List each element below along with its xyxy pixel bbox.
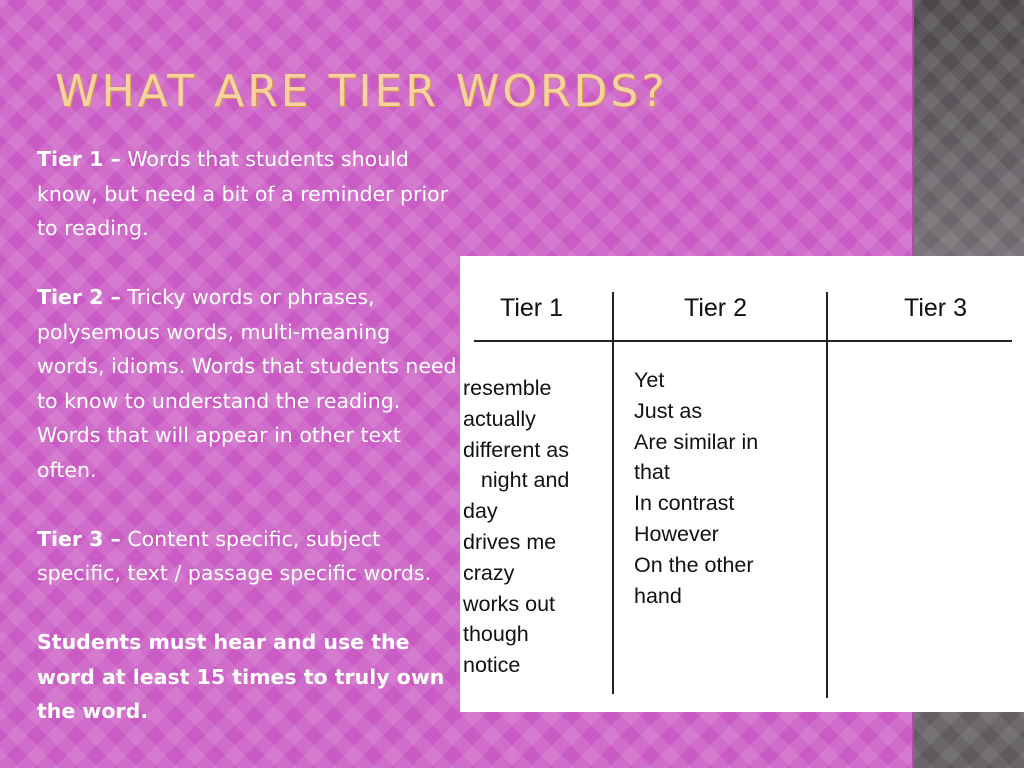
emphasis-statement [37,625,457,729]
list-item: though [463,622,529,647]
list-item: On the other [634,552,754,577]
list-item: different as [463,437,569,462]
list-item: Just as [634,398,703,423]
definitions-text [37,142,457,729]
tier-1-word-list [463,373,603,681]
list-item: Yet [634,368,665,392]
table-header-tier-1: Tier 1 [500,294,563,322]
list-item: works out [463,591,556,616]
table-header-divider [474,340,1012,342]
list-item: In contrast [634,491,735,516]
list-item: day [463,499,498,524]
list-item: Are similar in [634,429,759,454]
tier-3-definition [37,522,457,591]
list-item: hand [634,583,682,608]
table-header-tier-3: Tier 3 [904,294,967,322]
tier-2-term: Tier 2 – [37,285,121,309]
tier-1-text: Words that students should know, but need a bit of a reminder prior to reading. [37,147,449,240]
tier-words-table [460,256,1024,712]
list-item: However [634,521,719,546]
list-item: resemble [463,376,552,400]
tier-3-text: Content specific, subject specific, text / passage specific words. [37,526,432,585]
tier-2-text: Tricky words or phrases, polysemous words, multi-meaning words, idioms. Words that students need to know to understand the reading. Words that will appear in other text often. [37,285,457,482]
table-column-divider-1 [612,292,614,694]
list-item: actually [463,406,536,431]
list-item: crazy [463,560,515,585]
slide-title: WHAT ARE TIER WORDS? [55,66,668,117]
tier-2-word-list [634,365,814,611]
list-item: drives me [463,529,557,554]
table-header-tier-2: Tier 2 [684,294,747,322]
table-column-divider-2 [826,292,828,698]
list-item: that [634,460,670,485]
list-item: night and [463,468,570,493]
list-item: notice [463,653,521,678]
emphasis-text: Students must hear and use the word at least 15 times to truly own the word. [37,630,445,723]
tier-1-definition [37,142,457,246]
tier-2-definition [37,280,457,487]
tier-1-term: Tier 1 – [37,147,121,171]
tier-3-term: Tier 3 – [37,526,121,551]
